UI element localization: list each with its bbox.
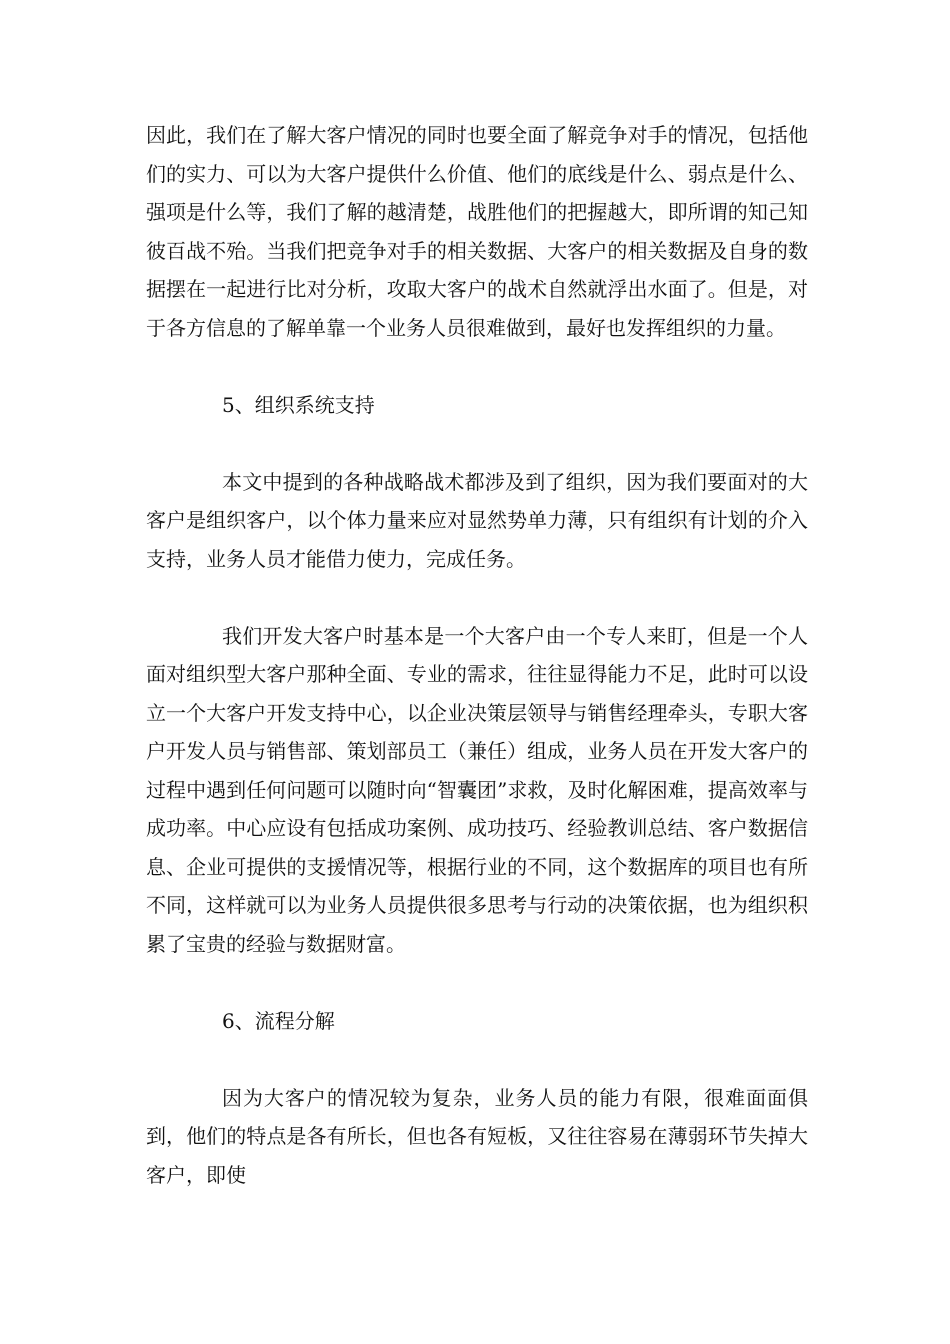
paragraph-process-intro: 因为大客户的情况较为复杂，业务人员的能力有限，很难面面俱到，他们的特点是各有所长，但也各有短板，又往往容易在薄弱环节失掉大客户，即使 (146, 1085, 808, 1187)
section-heading-organization-support: 5、组织系统支持 (222, 392, 375, 417)
paragraph-organization-intro: 本文中提到的各种战略战术都涉及到了组织，因为我们要面对的大客户是组织客户，以个体力量来应对显然势单力薄，只有组织有计划的介入支持，业务人员才能借力使力，完成任务。 (146, 469, 808, 571)
section-heading-process-breakdown: 6、流程分解 (222, 1008, 335, 1033)
document-body (146, 116, 808, 1194)
paragraph-support-center: 我们开发大客户时基本是一个大客户由一个专人来盯，但是一个人面对组织型大客户那种全面、专业的需求，往往显得能力不足，此时可以设立一个大客户开发支持中心，以企业决策层领导与销售经理牵头，专职大客户开发人员与销售部、策划部员工（兼任）组成，业务人员在开发大客户的过程中遇到任何问题可以随时向“智囊团”求救，及时化解困难，提高效率与成功率。中心应设有包括成功案例、成功技巧、经验教训总结、客户数据信息、企业可提供的支援情况等，根据行业的不同，这个数据库的项目也有所不同，这样就可以为业务人员提供很多思考与行动的决策依据，也为组织积累了宝贵的经验与数据财富。 (146, 623, 808, 956)
paragraph-competitor-analysis: 因此，我们在了解大客户情况的同时也要全面了解竞争对手的情况，包括他们的实力、可以为大客户提供什么价值、他们的底线是什么、弱点是什么、强项是什么等，我们了解的越清楚，战胜他们的把握越大，即所谓的知己知彼百战不殆。当我们把竞争对手的相关数据、大客户的相关数据及自身的数据摆在一起进行比对分析，攻取大客户的战术自然就浮出水面了。但是，对于各方信息的了解单靠一个业务人员很难做到，最好也发挥组织的力量。 (146, 123, 808, 340)
